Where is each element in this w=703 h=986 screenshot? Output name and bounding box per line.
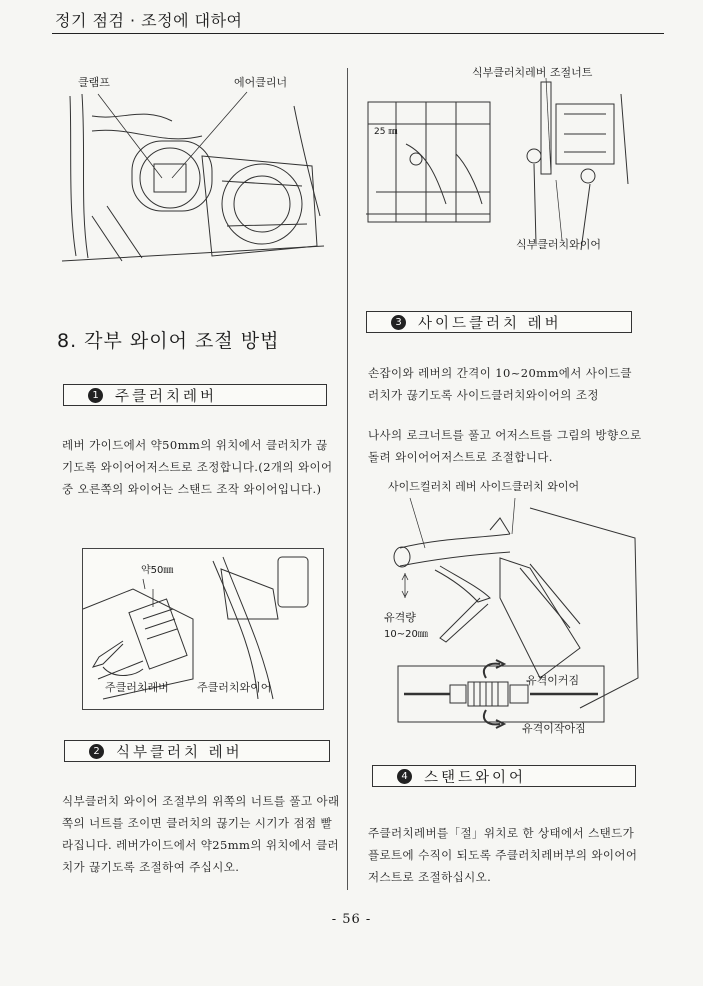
- mainclutch-wire-label: 주클러치와이어: [197, 681, 272, 694]
- column-divider: [347, 68, 348, 890]
- sideclutch-illustration: [380, 478, 640, 740]
- item4-number: 4: [397, 769, 412, 784]
- engine-illustration: [62, 86, 324, 274]
- engine-figure: [62, 76, 324, 274]
- section-title: 8. 각부 와이어 조절 방법: [57, 330, 280, 352]
- sideclutch-nut-label: 식부클러치레버 조절너트: [472, 66, 593, 79]
- header-rule: [52, 33, 664, 34]
- item1-heading: 주클러치레버: [115, 388, 218, 405]
- sideclutch-bigger-label: 유격이커짐: [526, 674, 580, 687]
- item4-body: 주클러치레버를「절」위치로 한 상태에서 스탠드가 플로트에 수직이 되도록 주클러치레버부의 와이어어저스트로 조절하십시오.: [368, 826, 638, 884]
- item2-heading-box: [64, 740, 330, 762]
- page-number: - 56 -: [331, 912, 372, 927]
- item2-body: 식부클러치 와이어 조절부의 위쪽의 너트를 풀고 아래쪽의 너트를 조이면 클러치의 끊기는 시기가 점점 빨라집니다. 레버가이드에서 약25mm의 위치에서 클러치가 끊기도록 조절하여 주십시오.: [62, 794, 340, 874]
- aircleaner-label: 에어클리너: [234, 76, 288, 89]
- item1-body: 레버 가이드에서 약50mm의 위치에서 클러치가 끊기도록 와이어어저스트로 조정합니다.(2개의 와이어 중 오른쪽의 와이어는 스탠드 조작 와이어입니다.): [62, 438, 333, 496]
- item2-heading: 식부클러치 레버: [116, 744, 243, 761]
- item3-heading: 사이드클러치 레버: [418, 315, 562, 332]
- sideclutch-range-label: 10~20㎜: [384, 629, 428, 640]
- sideclutch-wire-label: 식부클러치와이어: [516, 238, 602, 251]
- mainclutch-50mm-label: 약50㎜: [141, 565, 174, 576]
- sideclutch-nut-illustration: [366, 64, 646, 254]
- item3-heading-box: [366, 311, 632, 333]
- item3-number: 3: [391, 315, 406, 330]
- mainclutch-lever-label: 주클러치레버: [105, 681, 169, 694]
- item3-body2: 나사의 로크너트를 풀고 어저스트를 그림의 방향으로 돌려 와이어어저스트로 조절합니다.: [368, 428, 642, 464]
- clamp-label: 클램프: [78, 76, 110, 89]
- item3-body1: 손잡이와 레버의 간격이 10~20mm에서 사이드클러치가 끊기도록 사이드클러치와이어의 조정: [368, 366, 632, 402]
- sideclutch-smaller-label: 유격이작아짐: [522, 722, 586, 735]
- sideclutch-top-label: 사이드컬러치 레버 사이드클러치 와이어: [388, 480, 580, 493]
- sideclutch-figure: [380, 478, 640, 740]
- page-header-title: 정기 점검 · 조정에 대하여: [55, 11, 243, 30]
- item4-heading: 스탠드와이어: [424, 769, 527, 786]
- sideclutch-25mm-label: 25 ㎜: [374, 127, 398, 137]
- item1-number: 1: [88, 388, 103, 403]
- item4-heading-box: [372, 765, 636, 787]
- item2-number: 2: [89, 744, 104, 759]
- sideclutch-nut-figure: [366, 64, 646, 254]
- item1-heading-box: [63, 384, 327, 406]
- sideclutch-play-label: 유격량: [384, 611, 416, 624]
- mainclutch-figure: [82, 548, 324, 710]
